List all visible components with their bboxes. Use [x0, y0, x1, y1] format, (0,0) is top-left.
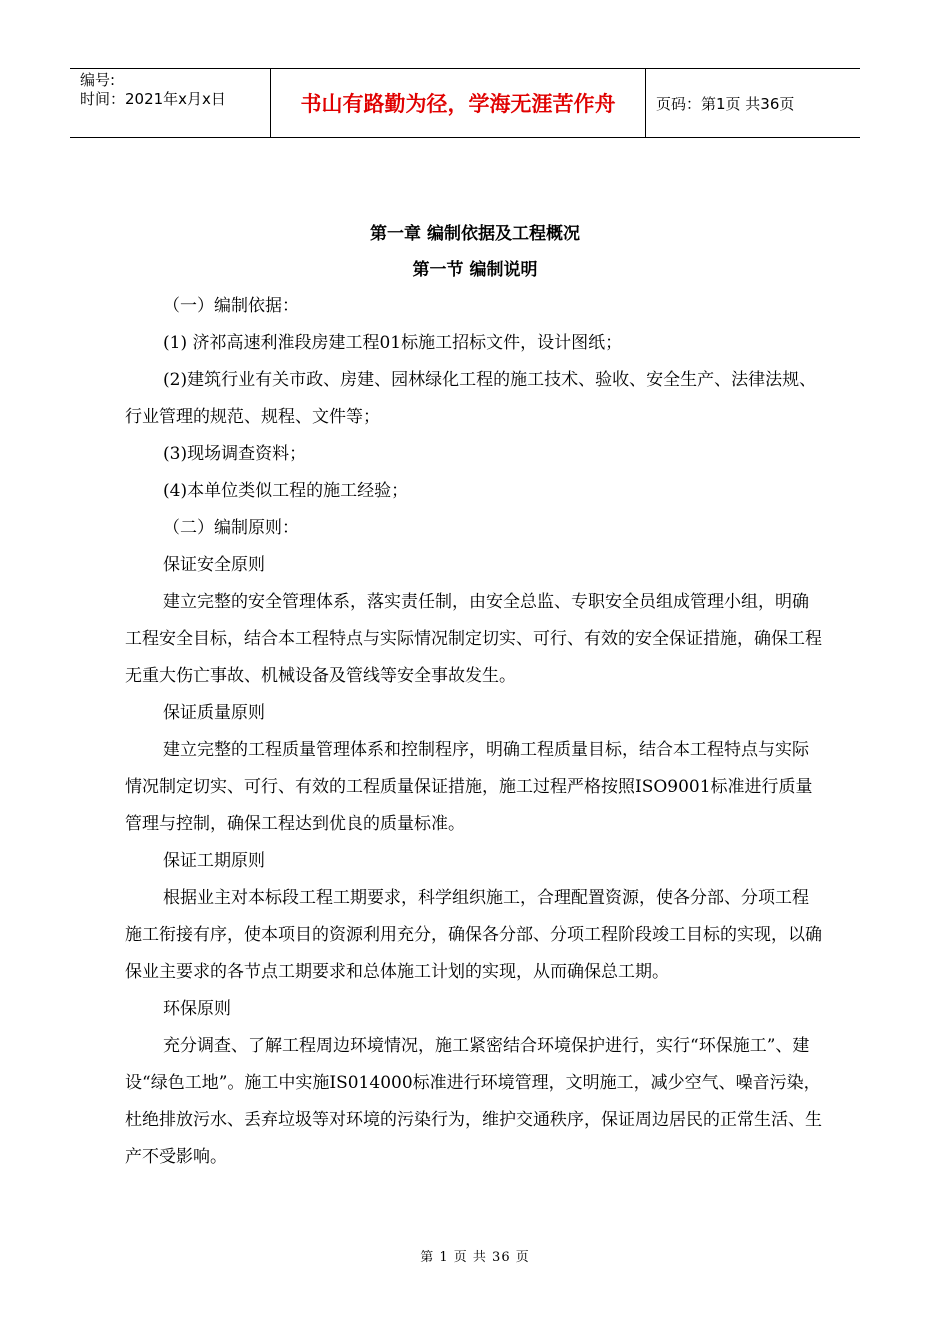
body-paragraph: (4)本单位类似工程的施工经验；	[163, 481, 409, 501]
page-header	[70, 68, 860, 138]
body-paragraph: 建立完整的安全管理体系，落实责任制，由安全总监、专职安全员组成管理小组，明确工程安全目标，结合本工程特点与实际情况制定切实、可行、有效的安全保证措施，确保工程无重大伤亡事故、机械设备及管线等安全事故发生。	[125, 592, 822, 686]
header-page-indicator: 页码：第1页 共36页	[656, 94, 795, 113]
body-paragraph: （一）编制依据：	[163, 296, 299, 316]
body-paragraph: (1) 济祁高速利淮段房建工程01标施工招标文件，设计图纸；	[163, 333, 623, 353]
page-footer: 第 1 页 共 36 页	[420, 1250, 530, 1265]
body-paragraph: 环保原则	[163, 999, 231, 1019]
body-paragraph: 建立完整的工程质量管理体系和控制程序，明确工程质量目标，结合本工程特点与实际情况制定切实、可行、有效的工程质量保证措施，施工过程严格按照ISO9001标准进行质量管理与控制，确保工程达到优良的质量标准。	[125, 740, 813, 834]
body-paragraph: (3)现场调查资料；	[163, 444, 307, 464]
paragraph-list	[125, 288, 825, 1176]
body-paragraph: 保证安全原则	[163, 555, 265, 575]
document-time-label: 时间：2021年x月x日	[80, 90, 226, 108]
body-paragraph: (2)建筑行业有关市政、房建、园林绿化工程的施工技术、验收、安全生产、法律法规、行业管理的规范、规程、文件等；	[125, 370, 817, 427]
body-paragraph: 根据业主对本标段工程工期要求，科学组织施工，合理配置资源，使各分部、分项工程施工衔接有序，使本项目的资源利用充分，确保各分部、分项工程阶段竣工目标的实现，以确保业主要求的各节点工期要求和总体施工计划的实现，从而确保总工期。	[125, 888, 822, 982]
body-paragraph: 充分调查、了解工程周边环境情况，施工紧密结合环境保护进行，实行“环保施工”、建设“绿色工地”。施工中实施IS014000标准进行环境管理，文明施工，减少空气、噪音污染，杜绝排放污水、丢弃垃圾等对环境的污染行为，维护交通秩序，保证周边居民的正常生活、生产不受影响。	[125, 1036, 822, 1167]
document-number-label: 编号:	[80, 71, 116, 89]
body-paragraph: 保证质量原则	[163, 703, 265, 723]
document-body	[125, 216, 825, 1176]
chapter-title: 第一章 编制依据及工程概况	[370, 224, 580, 244]
header-meta	[70, 69, 271, 137]
section-title: 第一节 编制说明	[412, 260, 538, 280]
body-paragraph: （二）编制原则：	[163, 518, 299, 538]
body-paragraph: 保证工期原则	[163, 851, 265, 871]
header-motto: 书山有路勤为径，学海无涯苦作舟	[271, 69, 646, 137]
